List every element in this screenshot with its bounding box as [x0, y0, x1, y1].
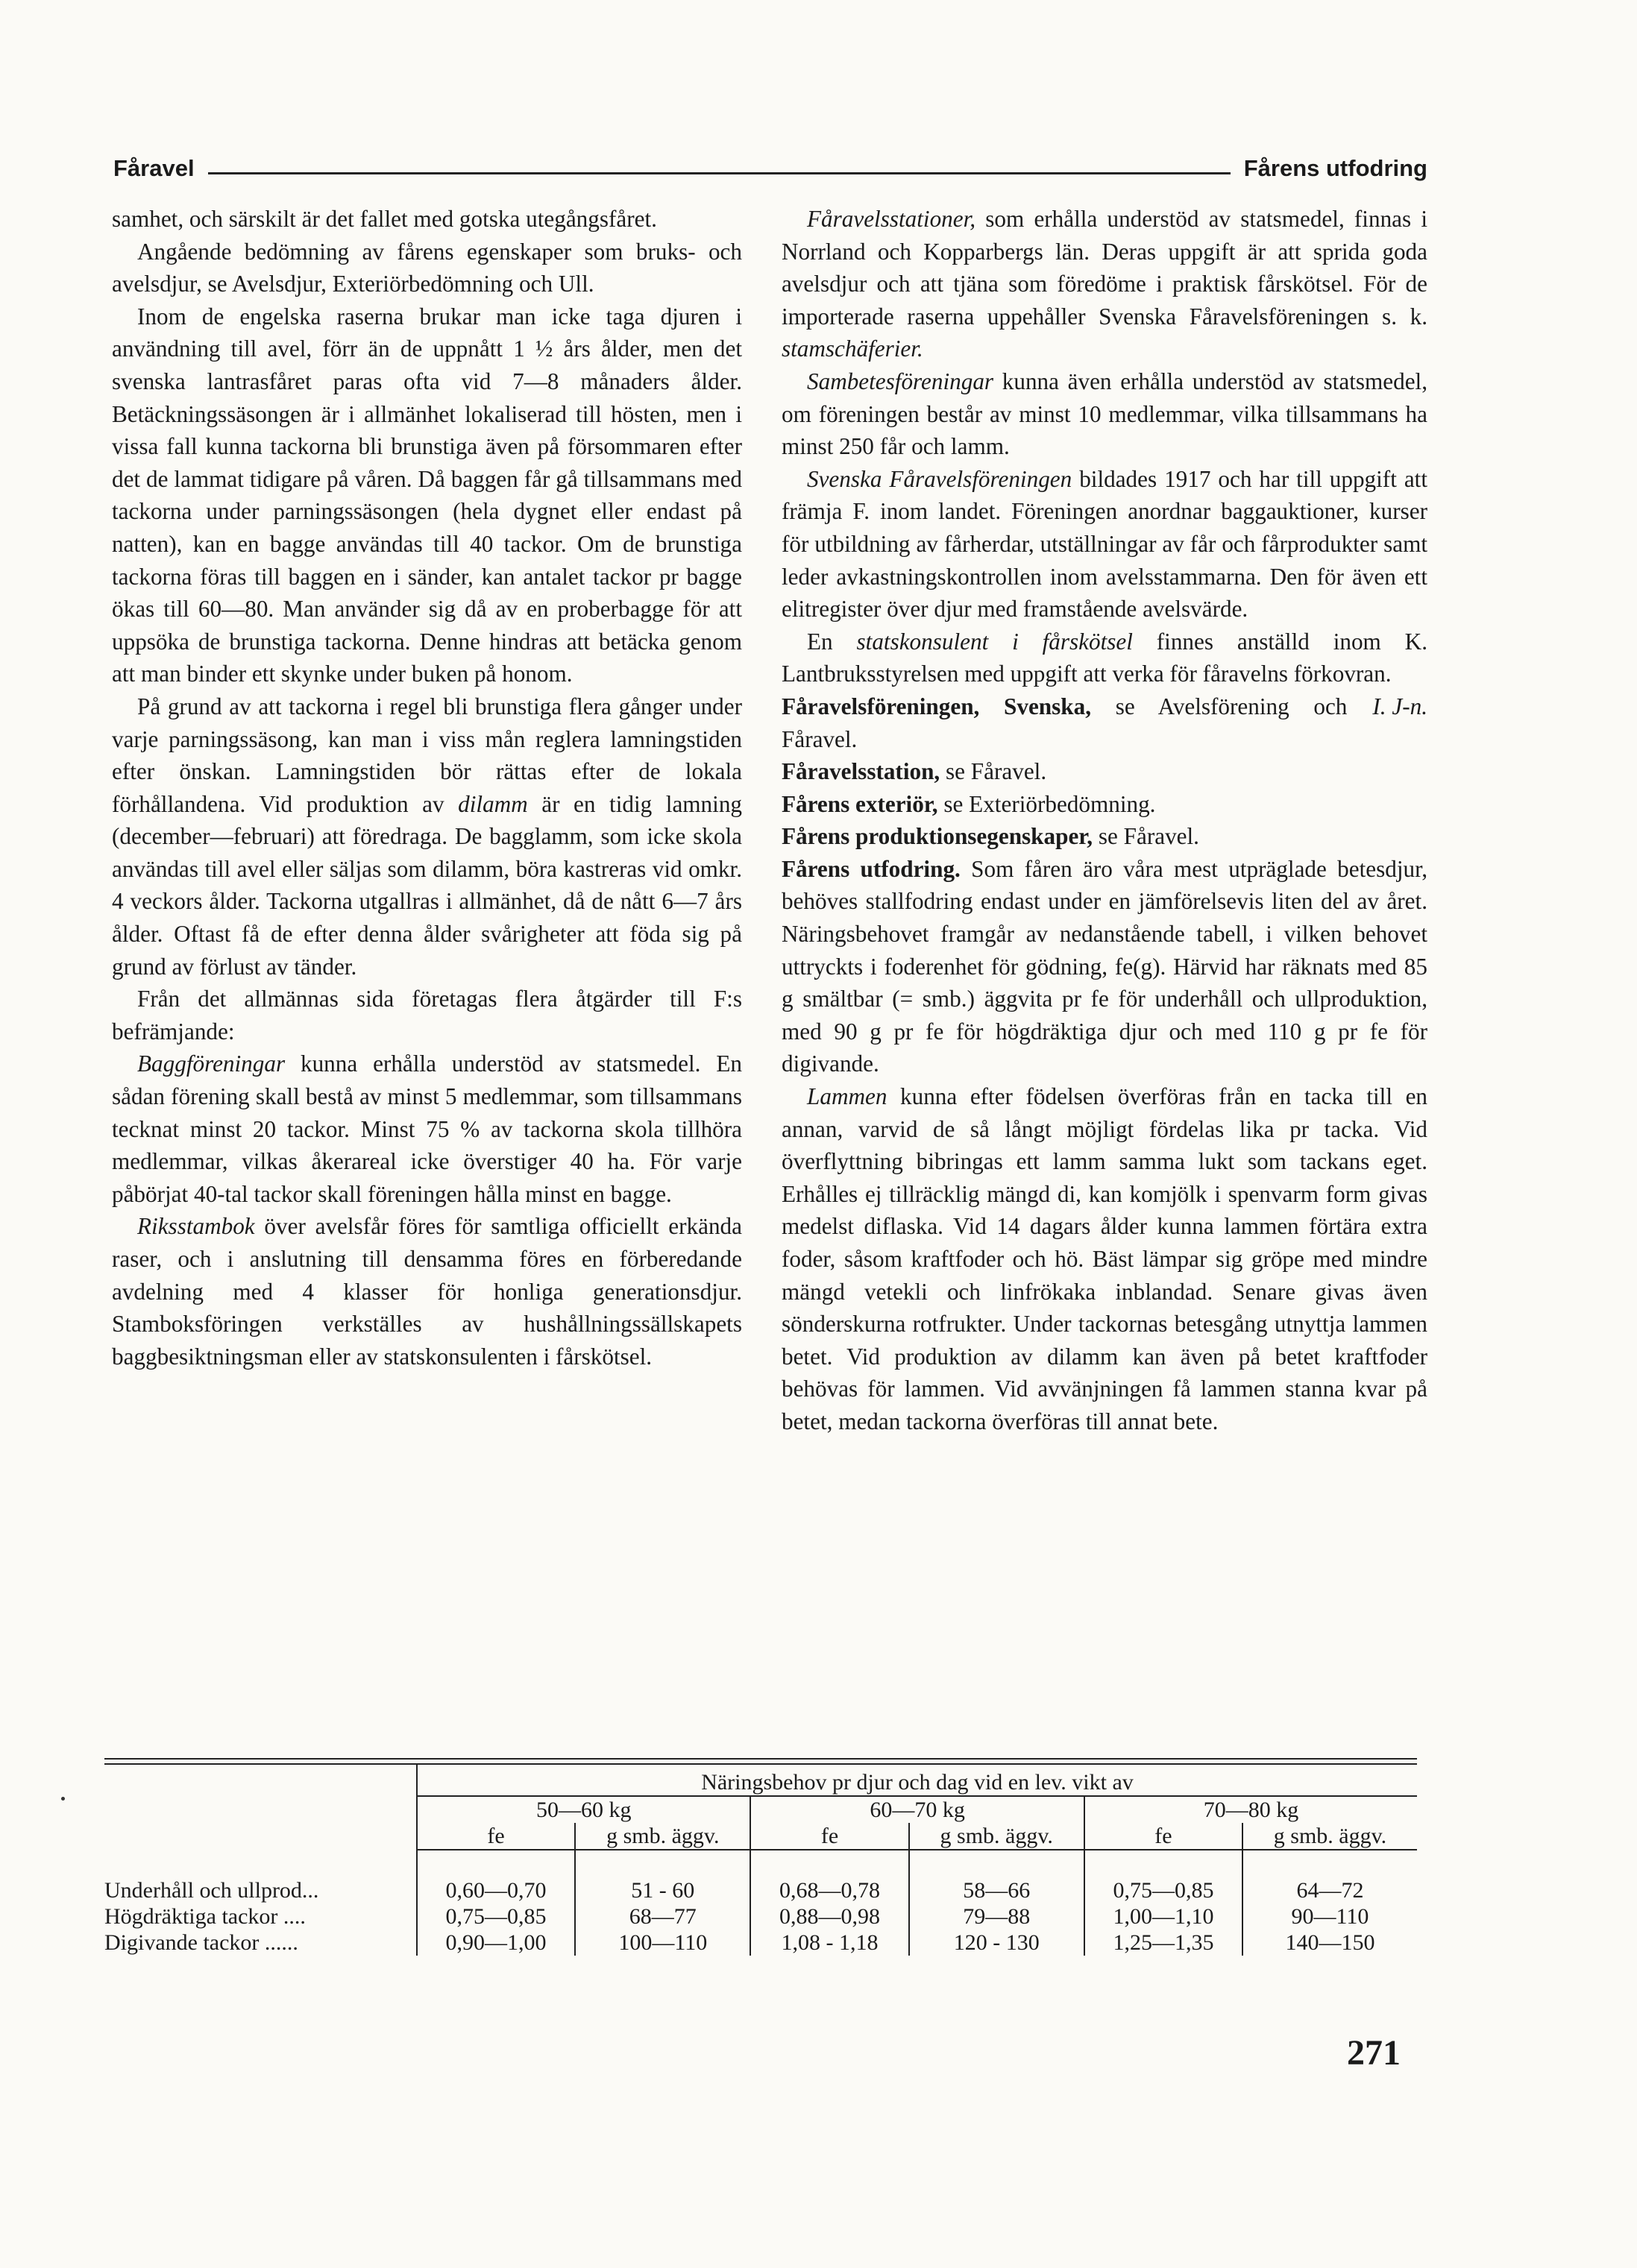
entry: Fårens utfodring. Som fåren äro våra mest utpräglade betesdjur, behöves stallfodring endast under en jämförelsevis liten del av året. Näringsbehovet framgår av nedanstående tabell, i vilken behovet uttryckts i foderenhet för gödning, fe(g). Härvid har räknats med 85 g smältbar (= smb.) äggvita pr fe för underhåll och ullproduktion, med 90 g pr fe för högdräktiga djur och med 110 g pr fe för digivande.	[782, 855, 1428, 1077]
page-number: 271	[1347, 2033, 1401, 2073]
nutrition-table	[104, 1758, 1417, 1956]
weight-group: 60—70 kg	[750, 1796, 1084, 1823]
weight-group: 70—80 kg	[1084, 1796, 1417, 1823]
row-label: Underhåll och ullprod...	[104, 1878, 319, 1903]
entry: Fårens exteriör, se Exteriörbedömning.	[782, 790, 1156, 817]
running-head-right: Fårens utfodring	[1243, 155, 1427, 181]
table-cell: 64—72	[1242, 1877, 1417, 1903]
paragraph: Sambetesföreningar kunna även erhålla understöd av statsmedel, om föreningen består av minst 10 medlemmar, vilka tillsammans ha minst 250 får och lamm.	[782, 368, 1427, 460]
table-rule	[104, 1758, 1417, 1760]
paragraph: Från det allmännas sida företagas flera åtgärder till F:s befrämjande:	[112, 986, 742, 1045]
table-cell: 0,68—0,78	[750, 1877, 908, 1903]
entry: Fåravelsstation, se Fåravel.	[782, 758, 1047, 785]
right-column	[782, 203, 1427, 1438]
paragraph: Fåravelsstationer, som erhålla understöd av statsmedel, finnas i Norrland och Kopparbergs län. Deras uppgift är att sprida goda avelsdjur och att tjäna som föredöme i praktisk fårskötsel. För de importerade raserna uppehåller Svenska Fåravelsföreningen s. k. stamschäferier.	[782, 206, 1427, 362]
table-cell: 1,25—1,35	[1084, 1930, 1242, 1956]
table-row	[104, 1903, 1417, 1930]
table-cell: 51 - 60	[575, 1877, 750, 1903]
paragraph: samhet, och särskilt är det fallet med gotska utegångsfåret.	[112, 206, 657, 232]
running-head-left: Fåravel	[113, 155, 195, 181]
margin-mark	[61, 1797, 65, 1801]
paragraph: Angående bedömning av fårens egenskaper som bruks- och avelsdjur, se Avelsdjur, Exteriörbedömning och Ull.	[112, 238, 742, 297]
table-cell: 68—77	[575, 1903, 750, 1930]
col-header-fe: fe	[1084, 1823, 1242, 1850]
paragraph: Baggföreningar kunna erhålla understöd av statsmedel. En sådan förening skall bestå av minst 5 medlemmar, som tillsammans tecknat minst 20 tackor. Minst 75 % av tackorna skola tillhöra medlemmar, vilkas åkerareal icke överstiger 40 ha. För varje påbörjat 40-tal tackor skall föreningen hålla minst en bagge.	[112, 1050, 742, 1207]
table-cell: 0,75—0,85	[417, 1903, 575, 1930]
table-cell: 58—66	[909, 1877, 1084, 1903]
running-head	[113, 146, 1427, 182]
table-row	[104, 1930, 1417, 1956]
table-cell: 120 - 130	[909, 1930, 1084, 1956]
table-cell: 0,90—1,00	[417, 1930, 575, 1956]
paragraph: Riksstambok över avelsfår föres för samtliga officiellt erkända raser, och i anslutning till densamma föres en förberedande avdelning med 4 klasser för honliga generationsdjur. Stamboksföringen verkställes av hushållningssällskapets baggbesiktningsman eller av statskonsulenten i fårskötsel.	[112, 1213, 742, 1370]
left-column	[112, 203, 742, 1373]
entry: Fårens produktionsegenskaper, se Fåravel.	[782, 823, 1199, 850]
table-cell: 140—150	[1242, 1930, 1417, 1956]
table-cell: 100—110	[575, 1930, 750, 1956]
col-header-fe: fe	[750, 1823, 908, 1850]
paragraph: Inom de engelska raserna brukar man icke taga djuren i användning till avel, förr än de uppnått 1 ½ års ålder, men det svenska lantrasfåret paras ofta vid 7—8 månaders ålder. Betäckningssäsongen är i allmänhet lokaliserad till hösten, men i vissa fall kunna tackorna bli brunstiga även på försommaren efter det de lammat tidigare på våren. Då baggen får gå tillsammans med tackorna under parningssäsongen (hela dygnet eller endast på natten), kan en bagge användas till 40 tackor. Om de brunstiga tackorna föras till baggen en i sänder, kan antalet tackor pr bagge ökas till 60—80. Man använder sig då av en proberbagge för att uppsöka de brunstiga tackorna. Denne hindras att betäcka genom att man binder ett skynke under buken på honom.	[112, 303, 742, 687]
table-title: Näringsbehov pr djur och dag vid en lev. vikt av	[417, 1765, 1417, 1796]
table-cell: 1,08 - 1,18	[750, 1930, 908, 1956]
paragraph: Svenska Fåravelsföreningen bildades 1917 och har till uppgift att främja F. inom landet. Föreningen anordnar baggauktioner, kurser för utbildning av fårherdar, utställningar av får och fårprodukter samt leder avkastningskontrollen inom avelsstammarna. Den för även ett elitregister över djur med framstående avelsvärde.	[782, 465, 1427, 623]
table-cell: 90—110	[1242, 1903, 1417, 1930]
paragraph: En statskonsulent i fårskötsel finnes anställd inom K. Lantbruksstyrelsen med uppgift att verka för fåravelns förkovran. I. J-n.	[782, 626, 1427, 690]
col-header-protein: g smb. äggv.	[1242, 1823, 1417, 1850]
table-cell: 1,00—1,10	[1084, 1903, 1242, 1930]
col-header-protein: g smb. äggv.	[909, 1823, 1084, 1850]
entry: Fåravelsföreningen, Svenska, se Avelsförening och Fåravel.	[782, 693, 1348, 752]
table-row	[104, 1877, 1417, 1903]
paragraph: På grund av att tackorna i regel bli brunstiga flera gånger under varje parningssäsong, kan man i viss mån reglera lamningstiden efter önskan. Lamningstiden bör rättas efter de lokala förhållandena. Vid produktion av dilamm är en tidig lamning (december—februari) att föredraga. De bagglamm, som icke skola användas till avel eller säljas som dilamm, böra kastreras vid omkr. 4 veckors ålder. Tackorna utgallras i allmänhet, då de nått 6—7 års ålder. Oftast få de efter denna ålder svårigheter att föda sig på grund av förlust av tänder.	[112, 693, 743, 980]
row-label: Digivande tackor ......	[104, 1930, 298, 1955]
col-header-fe: fe	[417, 1823, 575, 1850]
weight-group: 50—60 kg	[417, 1796, 750, 1823]
paragraph: Lammen kunna efter födelsen överföras från en tacka till en annan, varvid de så långt möjligt fördelas lika pr tacka. Vid överflyttning bibringas ett lamm samma lukt som tackans eget. Erhålles ej tillräcklig mängd di, kan komjölk i spenvarm form givas medelst diflaska. Vid 14 dagars ålder kunna lammen förtära extra foder, såsom kraftfoder och hö. Bäst lämpar sig gröpe med mindre mängd vetekli och linfrökaka inblandad. Senare givas även sönderskurna rotfrukter. Under tackornas betesgång utnyttja lammen betet. Vid produktion av dilamm kan även på betet kraftfoder behövas för lammen. Vid avvänjningen få lammen stanna kvar på betet, medan tackorna överföras till annat bete.	[782, 1083, 1428, 1434]
table-cell: 0,75—0,85	[1084, 1877, 1242, 1903]
col-header-protein: g smb. äggv.	[575, 1823, 750, 1850]
table-cell: 0,60—0,70	[417, 1877, 575, 1903]
table-cell: 79—88	[909, 1903, 1084, 1930]
row-label: Högdräktiga tackor ....	[104, 1904, 306, 1929]
table-cell: 0,88—0,98	[750, 1903, 908, 1930]
running-head-rule	[208, 172, 1231, 174]
author-signature: I. J-n.	[1372, 693, 1427, 719]
